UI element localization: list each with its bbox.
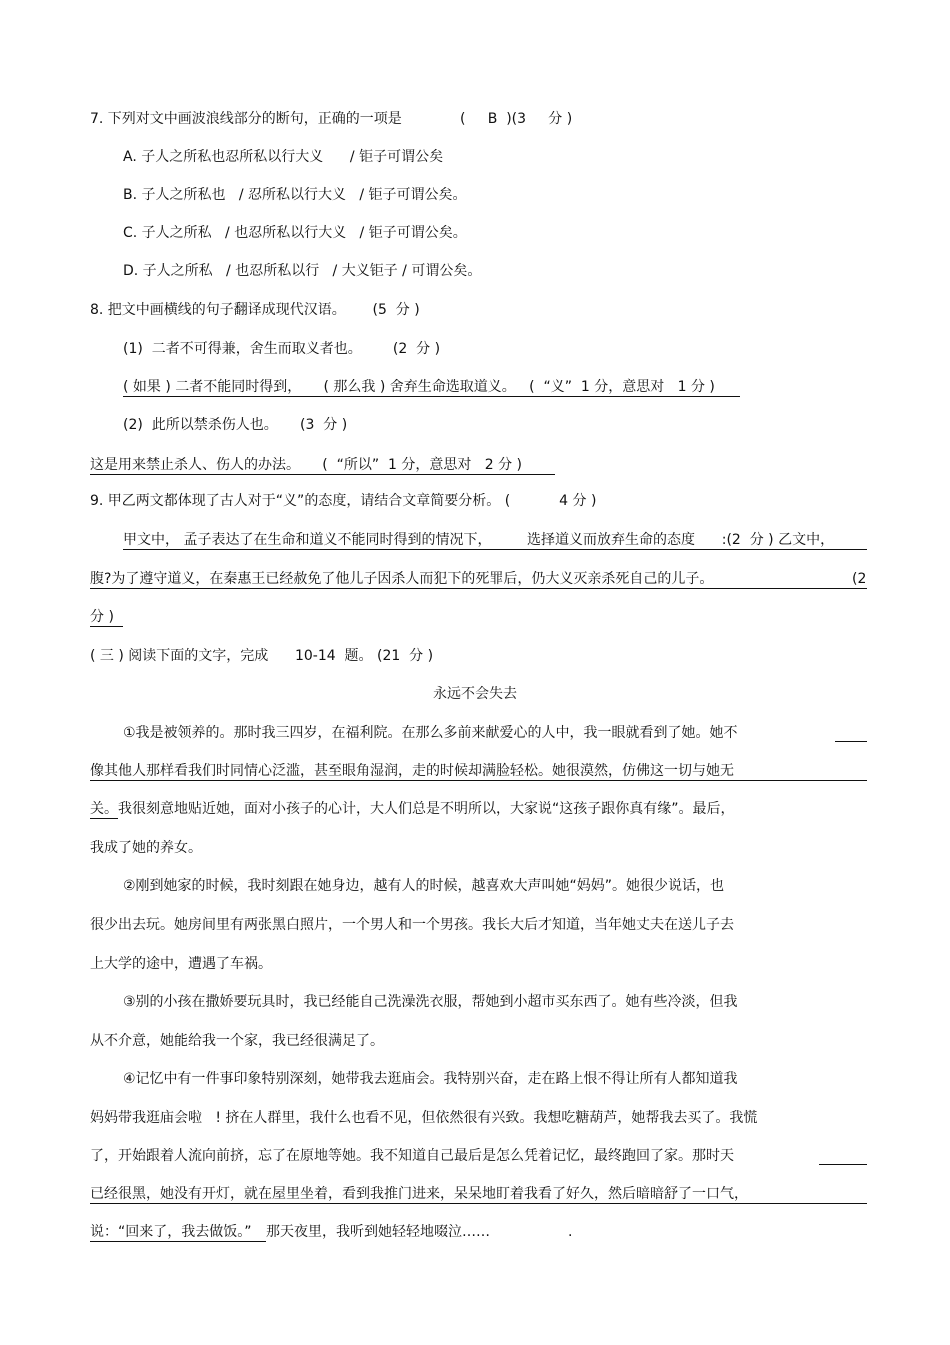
section-heading: ( 三 ) 阅读下面的文字，完成 10-14 题。 (21 分 ) (90, 648, 434, 664)
q8-sub1: (1) 二者不可得兼，舍生而取义者也。 (2 分 ) (123, 341, 441, 357)
p4-line5-underlined: 说：“回来了，我去做饭。” (90, 1223, 266, 1242)
p3-line1: ③别的小孩在撒娇要玩具时，我已经能自己洗澡洗衣服，帮她到小超市买东西了。她有些冷淡，但我 (123, 994, 738, 1010)
p1-line2: 像其他人那样看我们时同情心泛滥，甚至眼角湿润，走的时候却满脸轻松。她很漠然，仿佛这一切与她无 (90, 762, 867, 781)
q7-answer: ( B )(3 分 ) (460, 111, 573, 127)
q9-answer-line2: 腹?为了遵守道义，在秦惠王已经赦免了他儿子因杀人而犯下的死罪后，仍大义灭亲杀死自己的儿子。 (90, 570, 867, 589)
p1-line3-underlined: 关。 (90, 801, 118, 817)
q8-answer1: ( 如果 ) 二者不能同时得到， ( 那么我 ) 舍弃生命选取道义。 ( “义” 1 分，意思对 1 分 ) (123, 378, 740, 397)
p4-line5: 那天夜里，我听到她轻轻地啜泣…… (266, 1224, 490, 1240)
p4-line1: ④记忆中有一件事印象特别深刻，她带我去逛庙会。我特别兴奋，走在路上恨不得让所有人都知道我 (123, 1071, 738, 1087)
q9-answer-line1: 甲文中， 孟子表达了在生命和道义不能同时得到的情况下， 选择道义而放弃生命的态度 :(2 分 ) 乙文中， (123, 531, 867, 550)
p4-line2: 妈妈带我逛庙会啦 ! 挤在人群里，我什么也看不见，但依然很有兴致。我想吃糖葫芦，她帮我去买了。我慌 (90, 1110, 758, 1126)
p1-underline-stub (835, 741, 867, 742)
q9-stem: 9. 甲乙两文都体现了古人对于“义”的态度，请结合文章简要分析。 ( 4 分 ) (90, 493, 597, 509)
p2-line1: ②刚到她家的时候，我时刻跟在她身边，越有人的时候，越喜欢大声叫她“妈妈”。她很少说话，也 (123, 878, 725, 894)
p2-line2: 很少出去玩。她房间里有两张黑白照片，一个男人和一个男孩。我长大后才知道，当年她丈夫在送儿子去 (90, 917, 734, 933)
p4-line4: 已经很黑，她没有开灯，就在屋里坐着，看到我推门进来，呆呆地盯着我看了好久，然后暗暗舒了一口气， (90, 1185, 867, 1204)
q8-answer2: 这是用来禁止杀人、伤人的办法。 ( “所以” 1 分，意思对 2 分 ) (90, 456, 555, 475)
p4-line3: 了，开始跟着人流向前挤，忘了在原地等她。我不知道自己最后是怎么凭着记忆，最终跑回了家。那时天 (90, 1148, 734, 1164)
q8-sub2: (2) 此所以禁杀伤人也。 (3 分 ) (123, 417, 348, 433)
q9-answer-line3: 分 ) (90, 608, 123, 627)
p4-line5-period: . (568, 1224, 573, 1240)
q7-option-b: B. 子人之所私也 / 忍所私以行大义 / 钜子可谓公矣。 (123, 187, 467, 203)
q7-option-a: A. 子人之所私也忍所私以行大义 / 钜子可谓公矣 (123, 149, 444, 165)
passage-title: 永远不会失去 (433, 686, 517, 702)
q7-option-c: C. 子人之所私 / 也忍所私以行大义 / 钜子可谓公矣。 (123, 225, 467, 241)
p1-line3: 我很刻意地贴近她，面对小孩子的心计，大人们总是不明所以，大家说“这孩子跟你真有缘”。最后， (118, 801, 735, 817)
p2-line3: 上大学的途中，遭遇了车祸。 (90, 956, 272, 972)
q7-stem: 7. 下列对文中画波浪线部分的断句，正确的一项是 (90, 111, 402, 127)
q9-answer-line2-score: (2 (852, 571, 867, 587)
q8-stem: 8. 把文中画横线的句子翻译成现代汉语。 (5 分 ) (90, 302, 420, 318)
p3-line2: 从不介意，她能给我一个家，我已经很满足了。 (90, 1033, 384, 1049)
p1-line1: ①我是被领养的。那时我三四岁，在福利院。在那么多前来献爱心的人中，我一眼就看到了她。她不 (123, 725, 738, 741)
p1-line4: 我成了她的养女。 (90, 840, 202, 856)
p4-underline-stub (819, 1164, 867, 1165)
q7-option-d: D. 子人之所私 / 也忍所私以行 / 大义钜子 / 可谓公矣。 (123, 263, 482, 279)
